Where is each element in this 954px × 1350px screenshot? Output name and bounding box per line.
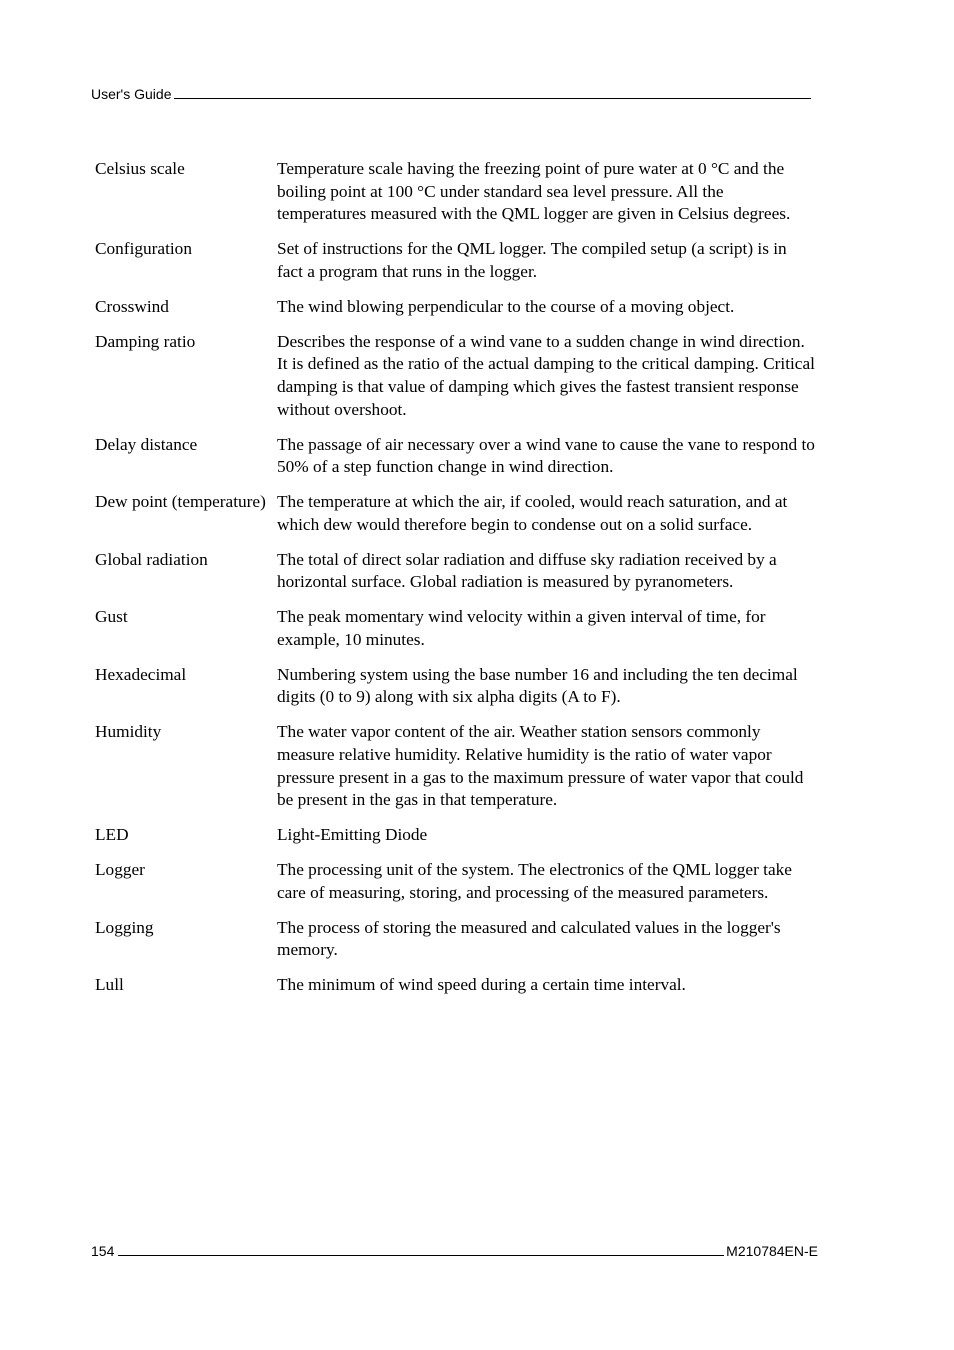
- glossary-entry: [95, 158, 815, 226]
- glossary-entry: [95, 974, 815, 997]
- glossary-entry: [95, 491, 815, 536]
- glossary-definition: The minimum of wind speed during a certain time interval.: [277, 975, 686, 995]
- glossary-entry: [95, 238, 815, 283]
- glossary-definition: The water vapor content of the air. Weather station sensors commonly measure relative humidity. Relative humidity is the ratio of water vapor pressure present in a gas to the maximum pressure of water vapor that could be present in the gas in that temperature.: [277, 722, 804, 810]
- header-title: User's Guide: [91, 86, 172, 102]
- header-rule: [174, 98, 811, 99]
- glossary-term: Lull: [95, 975, 124, 995]
- glossary-term: Global radiation: [95, 549, 208, 569]
- glossary-term: Celsius scale: [95, 159, 185, 178]
- glossary-entry: [95, 296, 815, 319]
- glossary-term: Dew point (temperature): [95, 492, 266, 512]
- glossary-definition: Numbering system using the base number 16 and including the ten decimal digits (0 to 9) along with six alpha digits (A to F).: [277, 664, 798, 707]
- glossary-term: Hexadecimal: [95, 664, 187, 684]
- glossary-term: Crosswind: [95, 296, 169, 316]
- glossary-entry: [95, 549, 815, 594]
- glossary-entry: [95, 434, 815, 479]
- glossary-term: Logger: [95, 860, 145, 880]
- document-code: M210784EN-E: [726, 1243, 818, 1259]
- page-number: 154: [91, 1243, 115, 1259]
- glossary-term: Gust: [95, 607, 128, 627]
- glossary-entry: [95, 824, 815, 847]
- page-footer: [91, 1243, 818, 1259]
- glossary-definition: Describes the response of a wind vane to a sudden change in wind direction. It is defined as the ratio of the actual damping to the critical damping. Critical damping is that value of damping which gives the fastest transient response without overshoot.: [277, 331, 815, 419]
- glossary-definition: The wind blowing perpendicular to the course of a moving object.: [277, 296, 735, 316]
- glossary-term: Damping ratio: [95, 331, 196, 351]
- glossary-definition: Set of instructions for the QML logger. The compiled setup (a script) is in fact a program that runs in the logger.: [277, 239, 787, 281]
- glossary-entry: [95, 917, 815, 962]
- glossary-definition: The total of direct solar radiation and diffuse sky radiation received by a horizontal surface. Global radiation is measured by pyranometers.: [277, 549, 777, 592]
- glossary-definition: The temperature at which the air, if cooled, would reach saturation, and at which dew would therefore begin to condense out on a solid surface.: [277, 492, 788, 534]
- glossary-term: Delay distance: [95, 434, 198, 454]
- glossary-definition: The processing unit of the system. The electronics of the QML logger take care of measuring, storing, and processing of the measured parameters.: [277, 860, 792, 902]
- glossary-definition: The process of storing the measured and calculated values in the logger's memory.: [277, 917, 781, 960]
- glossary-definition: The peak momentary wind velocity within a given interval of time, for example, 10 minutes.: [277, 607, 766, 649]
- glossary-term: Humidity: [95, 722, 162, 742]
- glossary-term: LED: [95, 825, 129, 845]
- footer-rule: [118, 1255, 724, 1256]
- glossary-list: [95, 158, 815, 1009]
- glossary-entry: [95, 331, 815, 421]
- glossary-definition: Temperature scale having the freezing point of pure water at 0 °C and the boiling point at 100 °C under standard sea level pressure. All the temperatures measured with the QML logger are given in Celsius degrees.: [277, 159, 791, 224]
- glossary-term: Configuration: [95, 239, 192, 259]
- glossary-entry: [95, 664, 815, 709]
- glossary-term: Logging: [95, 917, 154, 937]
- glossary-entry: [95, 721, 815, 811]
- glossary-entry: [95, 859, 815, 904]
- glossary-definition: The passage of air necessary over a wind vane to cause the vane to respond to 50% of a step function change in wind direction.: [277, 434, 815, 477]
- glossary-definition: Light-Emitting Diode: [277, 825, 428, 845]
- page-header: [91, 86, 811, 102]
- glossary-entry: [95, 606, 815, 651]
